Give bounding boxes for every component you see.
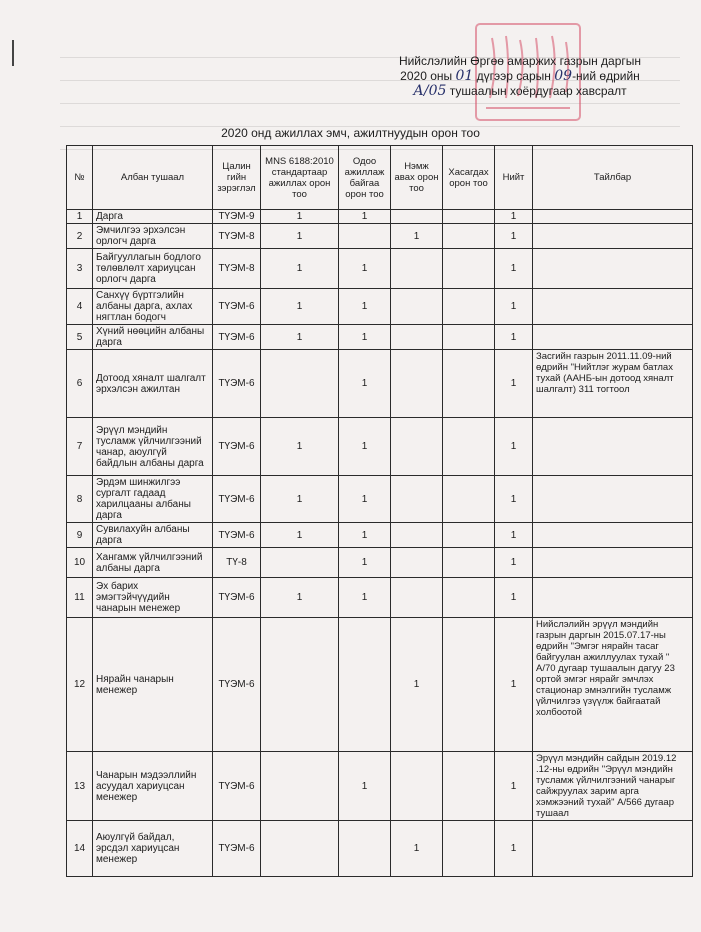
position-name: Байгууллагын бодлого төлөвлөлт хариуцсан орлогч дарга: [93, 249, 213, 289]
table-row: [67, 821, 693, 877]
total-count: 1: [495, 821, 533, 877]
note: [533, 523, 693, 548]
salary-grade: ТҮ-8: [213, 548, 261, 578]
note: [533, 249, 693, 289]
row-number: 5: [67, 325, 93, 350]
remove-count: [443, 289, 495, 325]
document-header: [360, 54, 680, 99]
col-header-total: Нийт: [495, 146, 533, 210]
table-row: [67, 752, 693, 821]
current-count: 1: [339, 578, 391, 618]
total-count: 1: [495, 325, 533, 350]
salary-grade: ТҮЭМ-6: [213, 289, 261, 325]
current-count: 1: [339, 548, 391, 578]
note: [533, 224, 693, 249]
salary-grade: ТҮЭМ-6: [213, 476, 261, 523]
position-name: Аюулгүй байдал, эрсдэл хариуцсан менежер: [93, 821, 213, 877]
salary-grade: ТҮЭМ-9: [213, 210, 261, 224]
remove-count: [443, 578, 495, 618]
add-count: [391, 325, 443, 350]
page-title: 2020 онд ажиллах эмч, ажилтнуудын орон тоо: [221, 126, 480, 140]
row-number: 4: [67, 289, 93, 325]
note: [533, 418, 693, 476]
remove-count: [443, 523, 495, 548]
current-count: 1: [339, 476, 391, 523]
note: [533, 578, 693, 618]
remove-count: [443, 210, 495, 224]
add-count: [391, 752, 443, 821]
add-count: [391, 476, 443, 523]
salary-grade: ТҮЭМ-6: [213, 752, 261, 821]
margin-mark: [12, 40, 14, 66]
standard-count: 1: [261, 523, 339, 548]
add-count: [391, 578, 443, 618]
remove-count: [443, 224, 495, 249]
add-count: [391, 548, 443, 578]
total-count: 1: [495, 548, 533, 578]
remove-count: [443, 752, 495, 821]
header-line-3: [360, 84, 680, 99]
total-count: 1: [495, 578, 533, 618]
col-header-note: Тайлбар: [533, 146, 693, 210]
salary-grade: ТҮЭМ-8: [213, 224, 261, 249]
salary-grade: ТҮЭМ-6: [213, 523, 261, 548]
row-number: 14: [67, 821, 93, 877]
salary-grade: ТҮЭМ-8: [213, 249, 261, 289]
table-row: [67, 523, 693, 548]
row-number: 2: [67, 224, 93, 249]
remove-count: [443, 548, 495, 578]
note: Нийслэлийн эрүүл мэндийн газрын даргын 2015.07.17-ны өдрийн "Эмгэг нярайн тасаг байгуулан ажиллуулах тухай " А/70 дугаар тушаалын дагуу 23 ортой эмгэг нярайг эмчлэх стационар эмнэлгийн тусламж үйлчилгээ үзүүлж байгаатай холбоотой: [533, 618, 693, 752]
current-count: [339, 618, 391, 752]
note: [533, 476, 693, 523]
col-header-add: Нэмж авах орон тоо: [391, 146, 443, 210]
add-count: 1: [391, 224, 443, 249]
salary-grade: ТҮЭМ-6: [213, 325, 261, 350]
total-count: 1: [495, 418, 533, 476]
table-row: [67, 548, 693, 578]
total-count: 1: [495, 476, 533, 523]
table-header-row: [67, 146, 693, 210]
table-row: [67, 350, 693, 418]
row-number: 13: [67, 752, 93, 821]
col-header-no: №: [67, 146, 93, 210]
row-number: 8: [67, 476, 93, 523]
header-order-text: тушаалын хоёрдугаар хавсралт: [449, 84, 627, 98]
add-count: [391, 350, 443, 418]
add-count: [391, 249, 443, 289]
header-year: 2020 оны: [400, 69, 453, 83]
standard-count: [261, 752, 339, 821]
standard-count: 1: [261, 325, 339, 350]
remove-count: [443, 476, 495, 523]
note: [533, 289, 693, 325]
position-name: Хүний нөөцийн албаны дарга: [93, 325, 213, 350]
total-count: 1: [495, 618, 533, 752]
current-count: 1: [339, 350, 391, 418]
position-name: Чанарын мэдээллийн асуудал хариуцсан менежер: [93, 752, 213, 821]
standard-count: [261, 618, 339, 752]
note: Засгийн газрын 2011.11.09-ний өдрийн "Нийтлэг журам батлах тухай (ААНБ-ын дотоод хяналт шалгалт) 311 тогтоол: [533, 350, 693, 418]
col-header-remove: Хасагдах орон тоо: [443, 146, 495, 210]
add-count: [391, 523, 443, 548]
standard-count: [261, 548, 339, 578]
salary-grade: ТҮЭМ-6: [213, 578, 261, 618]
table-row: [67, 224, 693, 249]
row-number: 3: [67, 249, 93, 289]
position-name: Эх барих эмэгтэйчүүдийн чанарын менежер: [93, 578, 213, 618]
standard-count: [261, 350, 339, 418]
staffing-table: [66, 145, 693, 877]
add-count: [391, 418, 443, 476]
remove-count: [443, 325, 495, 350]
col-header-position: Албан тушаал: [93, 146, 213, 210]
total-count: 1: [495, 350, 533, 418]
add-count: [391, 210, 443, 224]
salary-grade: ТҮЭМ-6: [213, 350, 261, 418]
table-row: [67, 325, 693, 350]
standard-count: 1: [261, 578, 339, 618]
position-name: Эрдэм шинжилгээ сургалт гадаад харилцааны албаны дарга: [93, 476, 213, 523]
col-header-standard: MNS 6188:2010 стандартаар ажиллах орон тоо: [261, 146, 339, 210]
standard-count: [261, 821, 339, 877]
row-number: 9: [67, 523, 93, 548]
total-count: 1: [495, 289, 533, 325]
position-name: Санхүү бүртгэлийн албаны дарга, ахлах нягтлан бодогч: [93, 289, 213, 325]
position-name: Дотоод хяналт шалгалт эрхэлсэн ажилтан: [93, 350, 213, 418]
header-line-1: Нийслэлийн Өргөө амаржих газрын даргын: [398, 54, 642, 68]
total-count: 1: [495, 523, 533, 548]
salary-grade: ТҮЭМ-6: [213, 821, 261, 877]
current-count: 1: [339, 523, 391, 548]
remove-count: [443, 618, 495, 752]
table-row: [67, 476, 693, 523]
current-count: 1: [339, 752, 391, 821]
table-row: [67, 618, 693, 752]
salary-grade: ТҮЭМ-6: [213, 418, 261, 476]
position-name: Хангамж үйлчилгээний албаны дарга: [93, 548, 213, 578]
header-line-2: [360, 69, 680, 84]
header-day-handwritten: 09: [554, 68, 573, 84]
note: [533, 821, 693, 877]
row-number: 11: [67, 578, 93, 618]
current-count: 1: [339, 210, 391, 224]
add-count: 1: [391, 618, 443, 752]
standard-count: 1: [261, 289, 339, 325]
row-number: 12: [67, 618, 93, 752]
position-name: Эмчилгээ эрхэлсэн орлогч дарга: [93, 224, 213, 249]
header-month-handwritten: 01: [455, 68, 474, 84]
current-count: 1: [339, 325, 391, 350]
table-row: [67, 289, 693, 325]
row-number: 1: [67, 210, 93, 224]
position-name: Сувилахуйн албаны дарга: [93, 523, 213, 548]
add-count: 1: [391, 821, 443, 877]
table-row: [67, 418, 693, 476]
current-count: 1: [339, 249, 391, 289]
row-number: 7: [67, 418, 93, 476]
remove-count: [443, 350, 495, 418]
col-header-grade: Цалин гийн зэрэглэл: [213, 146, 261, 210]
standard-count: 1: [261, 210, 339, 224]
add-count: [391, 289, 443, 325]
row-number: 10: [67, 548, 93, 578]
note: [533, 548, 693, 578]
header-month-text: дүгээр сарын: [476, 69, 551, 83]
position-name: Нярайн чанарын менежер: [93, 618, 213, 752]
total-count: 1: [495, 224, 533, 249]
standard-count: 1: [261, 249, 339, 289]
header-order-handwritten: А/05: [413, 83, 447, 99]
current-count: 1: [339, 289, 391, 325]
note: [533, 325, 693, 350]
current-count: [339, 224, 391, 249]
total-count: 1: [495, 210, 533, 224]
current-count: 1: [339, 418, 391, 476]
col-header-current: Одоо ажиллаж байгаа орон тоо: [339, 146, 391, 210]
remove-count: [443, 249, 495, 289]
standard-count: 1: [261, 224, 339, 249]
table-row: [67, 578, 693, 618]
standard-count: 1: [261, 418, 339, 476]
position-name: Эрүүл мэндийн тусламж үйлчилгээний чанар, аюулгүй байдлын албаны дарга: [93, 418, 213, 476]
note: [533, 210, 693, 224]
total-count: 1: [495, 249, 533, 289]
salary-grade: ТҮЭМ-6: [213, 618, 261, 752]
row-number: 6: [67, 350, 93, 418]
header-day-text: -ний өдрийн: [572, 69, 640, 83]
total-count: 1: [495, 752, 533, 821]
note: Эрүүл мэндийн сайдын 2019.12 .12-ны өдрийн "Эрүүл мэндийн тусламж үйлчилгээний чанарыг сайжруулах зарим арга хэмжээний тухай" А/566 дугаар тушаал: [533, 752, 693, 821]
table-row: [67, 210, 693, 224]
standard-count: 1: [261, 476, 339, 523]
current-count: [339, 821, 391, 877]
position-name: Дарга: [93, 210, 213, 224]
remove-count: [443, 821, 495, 877]
remove-count: [443, 418, 495, 476]
table-row: [67, 249, 693, 289]
